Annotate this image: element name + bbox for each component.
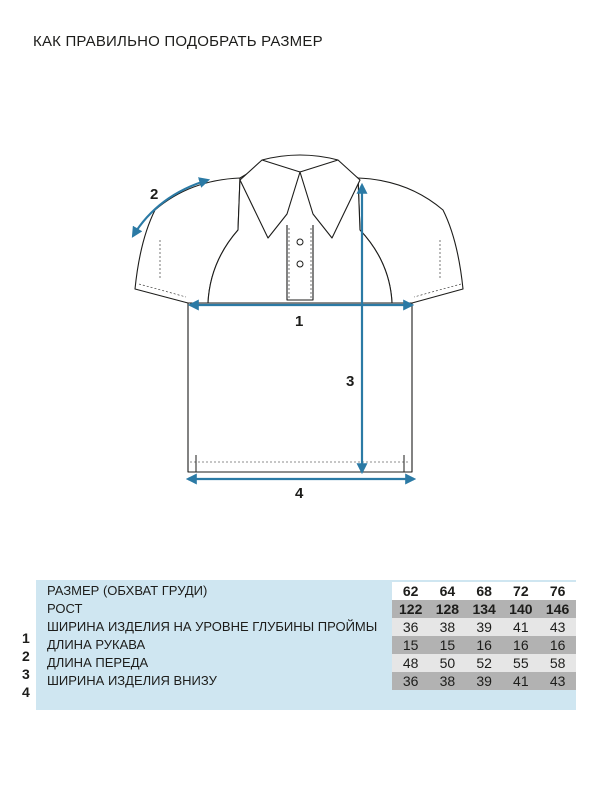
- value-cell: 39: [466, 618, 503, 636]
- size-table: [38, 582, 576, 690]
- value-cell: 41: [502, 672, 539, 690]
- height-cell: 134: [466, 600, 503, 618]
- size-cell: 64: [429, 582, 466, 600]
- size-cell: 68: [466, 582, 503, 600]
- size-row: [38, 582, 576, 600]
- value-cell: 48: [392, 654, 429, 672]
- row-label: ШИРИНА ИЗДЕЛИЯ НА УРОВНЕ ГЛУБИНЫ ПРОЙМЫ: [38, 618, 384, 636]
- row-number: 3: [22, 666, 30, 682]
- value-cell: 36: [392, 672, 429, 690]
- value-cell: 43: [539, 672, 576, 690]
- value-cell: 43: [539, 618, 576, 636]
- height-row: [38, 600, 576, 618]
- value-cell: 38: [429, 672, 466, 690]
- value-cell: 16: [466, 636, 503, 654]
- row-label: ШИРИНА ИЗДЕЛИЯ ВНИЗУ: [38, 672, 384, 690]
- button-2: [297, 261, 303, 267]
- row-number: 4: [22, 684, 30, 700]
- row-label: ДЛИНА ПЕРЕДА: [38, 654, 384, 672]
- table-row: [38, 654, 576, 672]
- value-cell: 36: [392, 618, 429, 636]
- value-cell: 50: [429, 654, 466, 672]
- value-cell: 15: [429, 636, 466, 654]
- measure-4-label: 4: [295, 485, 304, 502]
- size-cell: 76: [539, 582, 576, 600]
- table-row: [38, 636, 576, 654]
- height-cell: 140: [502, 600, 539, 618]
- table-row: [38, 672, 576, 690]
- table-row: [38, 618, 576, 636]
- size-row-label: РАЗМЕР (ОБХВАТ ГРУДИ): [38, 582, 384, 600]
- value-cell: 39: [466, 672, 503, 690]
- size-cell: 62: [392, 582, 429, 600]
- row-number: 2: [22, 648, 30, 664]
- value-cell: 41: [502, 618, 539, 636]
- value-cell: 15: [392, 636, 429, 654]
- value-cell: 38: [429, 618, 466, 636]
- row-number: 1: [22, 630, 30, 646]
- height-cell: 146: [539, 600, 576, 618]
- value-cell: 52: [466, 654, 503, 672]
- value-cell: 16: [502, 636, 539, 654]
- height-cell: 128: [429, 600, 466, 618]
- measure-2-label: 2: [150, 186, 159, 203]
- value-cell: 16: [539, 636, 576, 654]
- height-row-label: РОСТ: [38, 600, 384, 618]
- row-label: ДЛИНА РУКАВА: [38, 636, 384, 654]
- measure-1-label: 1: [295, 313, 304, 330]
- measure-3-label: 3: [346, 373, 355, 390]
- button-1: [297, 239, 303, 245]
- page-title: КАК ПРАВИЛЬНО ПОДОБРАТЬ РАЗМЕР: [33, 33, 323, 50]
- size-cell: 72: [502, 582, 539, 600]
- value-cell: 55: [502, 654, 539, 672]
- height-cell: 122: [392, 600, 429, 618]
- collar-band: [262, 155, 338, 160]
- value-cell: 58: [539, 654, 576, 672]
